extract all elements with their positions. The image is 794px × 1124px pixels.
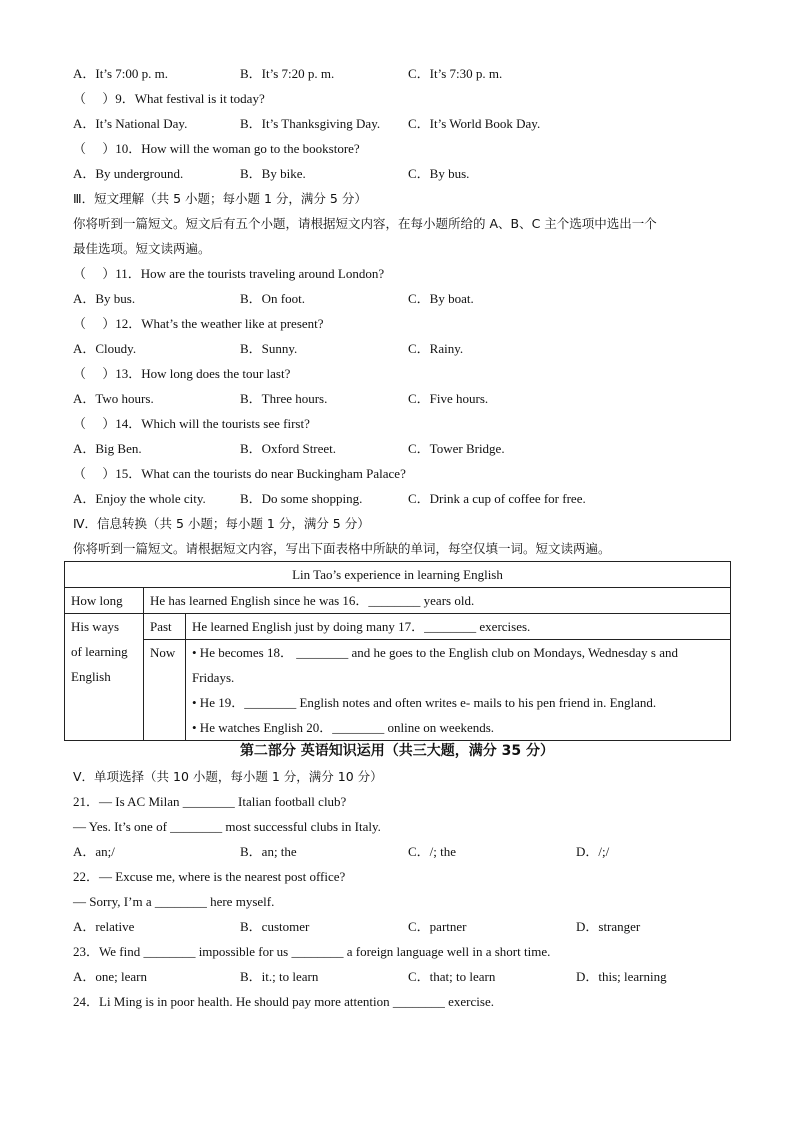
now-bullet-2: • He 19．________ English notes and often writes e- mails to his pen friend in. England.	[192, 695, 657, 710]
q9-option-c: C．It’s World Book Day.	[408, 116, 541, 131]
q21-option-a: A．an;/	[73, 844, 115, 859]
now-bullet-1-line-1: • He becomes 18． ________ and he goes to the English club on Mondays, Wednesday s and	[192, 645, 678, 660]
q10-option-a: A．By underground.	[73, 166, 184, 181]
q21-line-2: — Yes. It’s one of ________ most successful clubs in Italy.	[73, 819, 381, 834]
q12-option-c: C．Rainy.	[408, 341, 464, 356]
now-label: Now	[144, 640, 186, 741]
section4-title: Ⅳ．信息转换（共 5 小题；每小题 1 分，满分 5 分）	[73, 516, 370, 531]
q11-stem: （ ）11．How are the tourists traveling around London?	[73, 266, 385, 281]
q13-option-a: A．Two hours.	[73, 391, 154, 406]
q15-option-c: C．Drink a cup of coffee for free.	[408, 491, 586, 506]
q12-stem: （ ）12．What’s the weather like at present?	[73, 316, 324, 331]
q23-option-a: A．one; learn	[73, 969, 148, 984]
q15-option-b: B．Do some shopping.	[240, 491, 363, 506]
q10-option-c: C．By bus.	[408, 166, 470, 181]
q22-option-d: D．stranger	[576, 919, 641, 934]
q13-option-c: C．Five hours.	[408, 391, 489, 406]
q8-option-c: C．It’s 7:30 p. m.	[408, 66, 503, 81]
q12-option-b: B．Sunny.	[240, 341, 298, 356]
now-text	[186, 640, 731, 741]
q9-stem: （ ）9．What festival is it today?	[73, 91, 265, 106]
q9-option-b: B．It’s Thanksgiving Day.	[240, 116, 381, 131]
now-bullet-3: • He watches English 20．________ online on weekends.	[192, 720, 495, 735]
past-text: He learned English just by doing many 17．________ exercises.	[186, 614, 731, 640]
q22-line-1: 22．— Excuse me, where is the nearest post office?	[73, 869, 346, 884]
q13-stem: （ ）13．How long does the tour last?	[73, 366, 291, 381]
section3-instruction-1: 你将听到一篇短文。短文后有五个小题，请根据短文内容，在每小题所给的 A、B、C 主个选项中选出一个	[73, 216, 657, 231]
q13-option-b: B．Three hours.	[240, 391, 328, 406]
q21-option-b: B．an; the	[240, 844, 297, 859]
table-title: Lin Tao’s experience in learning English	[65, 562, 731, 588]
q22-option-b: B．customer	[240, 919, 310, 934]
q22-option-a: A．relative	[73, 919, 135, 934]
section4-instruction: 你将听到一篇短文。请根据短文内容，写出下面表格中所缺的单词，每空仅填一词。短文读两遍。	[73, 541, 611, 556]
q21-line-1: 21．— Is AC Milan ________ Italian football club?	[73, 794, 347, 809]
q10-stem: （ ）10．How will the woman go to the bookstore?	[73, 141, 360, 156]
part2-title: 第二部分 英语知识运用（共三大题，满分 35 分）	[239, 743, 555, 759]
q14-option-c: C．Tower Bridge.	[408, 441, 505, 456]
q22-line-2: — Sorry, I’m a ________ here myself.	[73, 894, 275, 909]
q14-option-a: A．Big Ben.	[73, 441, 142, 456]
q23-option-d: D．this; learning	[576, 969, 667, 984]
ways-label-line-1: His ways	[71, 619, 120, 634]
q14-option-b: B．Oxford Street.	[240, 441, 337, 456]
ways-label-line-3: English	[71, 669, 111, 684]
q23-line-1: 23．We find ________ impossible for us ________ a foreign language well in a short time.	[73, 944, 551, 959]
past-label: Past	[144, 614, 186, 640]
row-how-long-text: He has learned English since he was 16．________ years old.	[144, 588, 731, 614]
ways-label-line-2: of learning	[71, 644, 128, 659]
q14-stem: （ ）14．Which will the tourists see first?	[73, 416, 310, 431]
section3-instruction-2: 最佳选项。短文读两遍。	[73, 241, 211, 256]
row-ways-label	[65, 614, 144, 741]
row-how-long-label: How long	[65, 588, 144, 614]
q8-option-b: B．It’s 7:20 p. m.	[240, 66, 335, 81]
q11-option-b: B．On foot.	[240, 291, 306, 306]
q22-option-c: C．partner	[408, 919, 467, 934]
section3-title: Ⅲ．短文理解（共 5 小题；每小题 1 分，满分 5 分）	[73, 191, 367, 206]
section5-title: Ⅴ．单项选择（共 10 小题，每小题 1 分，满分 10 分）	[73, 769, 383, 784]
info-table	[64, 561, 731, 741]
now-bullet-1-line-2: Fridays.	[192, 670, 235, 685]
q9-option-a: A．It’s National Day.	[73, 116, 188, 131]
q11-option-c: C．By boat.	[408, 291, 474, 306]
q23-option-c: C．that; to learn	[408, 969, 496, 984]
q10-option-b: B．By bike.	[240, 166, 306, 181]
q8-option-a: A．It’s 7:00 p. m.	[73, 66, 168, 81]
q21-option-d: D．/;/	[576, 844, 610, 859]
q24-line-1: 24．Li Ming is in poor health. He should pay more attention ________ exercise.	[73, 994, 494, 1009]
q15-stem: （ ）15．What can the tourists do near Buckingham Palace?	[73, 466, 406, 481]
q23-option-b: B．it.; to learn	[240, 969, 319, 984]
q15-option-a: A．Enjoy the whole city.	[73, 491, 206, 506]
q21-option-c: C．/; the	[408, 844, 457, 859]
q12-option-a: A．Cloudy.	[73, 341, 137, 356]
q11-option-a: A．By bus.	[73, 291, 136, 306]
